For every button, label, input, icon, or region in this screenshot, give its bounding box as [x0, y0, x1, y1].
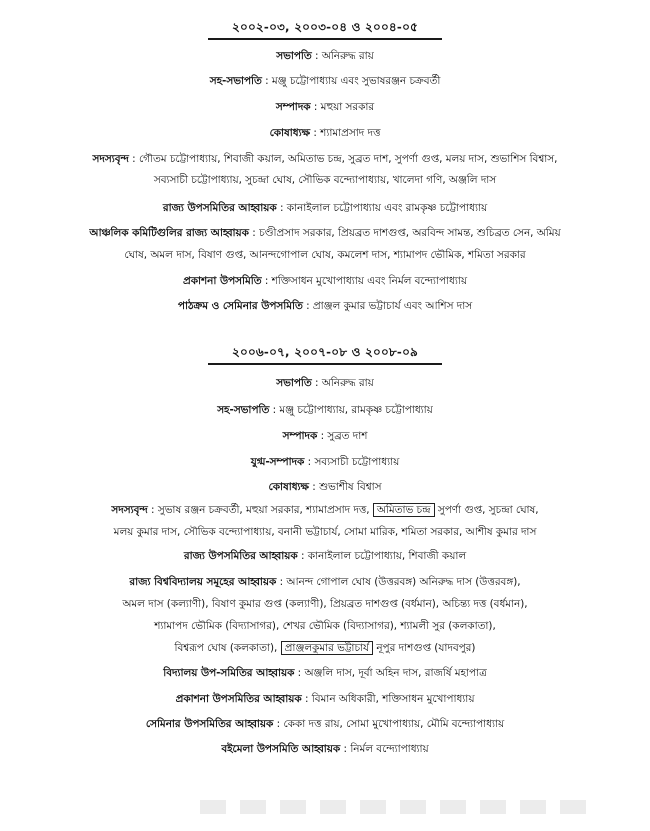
vice-president-label: সহ-সভাপতি: [217, 404, 270, 416]
treasurer-label: কোষাধ্যক্ষ: [268, 481, 309, 493]
vice-president-value: মঞ্জু চট্টোপাধ্যায় এবং সুভাষরঞ্জন চক্রবর্তী: [271, 75, 441, 87]
section1-years-heading: ২০০২-০৩, ২০০৩-০৪ ও ২০০৪-০৫: [232, 20, 418, 34]
publication-value: বিমান অধিকারী, শক্তিসাধন মুখোপাধ্যায়: [311, 693, 475, 705]
section2-members-row: সদস্যবৃন্দ : সুভাষ রঞ্জন চক্রবর্তী, মহুয়া সরকার, শ্যামাপ্রসাদ দত্ত, অমিতাভ চন্দ্র সুপর্ণা গুপ্ত, সুচন্দ্রা ঘোষ,: [111, 504, 539, 516]
school-value: অঞ্জলি দাস, দূর্বা অহিন দাস, রাজর্ষি মহাপাত্র: [304, 667, 487, 679]
section2-heading-underline: [208, 363, 442, 365]
universities-line-1: আনন্দ গোপাল ঘোষ (উত্তরবঙ্গ) অনিরুদ্ধ দাস (উত্তরবঙ্গ),: [286, 576, 521, 588]
seminar-label: সেমিনার উপসমিতির আহ্বায়ক: [145, 718, 274, 730]
section2-state-subcommittee-row: রাজ্য উপসমিতির আহ্বায়ক : কানাইলাল চট্টোপাধ্যায়, শিবাজী কয়াল: [183, 550, 467, 562]
section1-state-subcommittee-row: রাজ্য উপসমিতির আহ্বায়ক : কানাইলাল চট্টোপাধ্যায় এবং রামকৃষ্ণ চট্টোপাধ্যায়: [162, 202, 488, 214]
universities-line-4-pre: বিশ্বরূপ ঘোষ (কলকাতা),: [174, 642, 278, 654]
universities-label: রাজ্য বিশ্ববিদ্যালয় সমূহের আহ্বায়ক: [129, 576, 277, 588]
regional-line-1: চণ্ডীপ্রসাদ সরকার, প্রিয়ব্রত দাশগুপ্ত, অরবিন্দ সামন্ত, শুচিব্রত সেন, অমিয়: [259, 227, 561, 239]
section2-vice-president-row: সহ-সভাপতি : মঞ্জু চট্টোপাধ্যায়, রামকৃষ্ণ চট্টোপাধ্যায়: [217, 404, 433, 416]
section2-treasurer-row: কোষাধ্যক্ষ : শুভাশীষ বিশ্বাস: [268, 481, 382, 493]
section1-regional-row: আঞ্চলিক কমিটিগুলির রাজ্য আহ্বায়ক : চণ্ডীপ্রসাদ সরকার, প্রিয়ব্রত দাশগুপ্ত, অরবিন্দ সামন্ত, শুচিব্রত সেন, অমিয়: [89, 227, 561, 239]
publication-value: শক্তিসাধন মুখোপাধ্যায় এবং নির্মল বন্দ্যোপাধ্যায়: [271, 275, 467, 287]
section1-publication-row: প্রকাশনা উপসমিতি : শক্তিসাধন মুখোপাধ্যায় এবং নির্মল বন্দ্যোপাধ্যায়: [182, 275, 467, 287]
editor-value: সুব্রত দাশ: [327, 430, 368, 442]
editor-label: সম্পাদক: [282, 430, 318, 442]
section2-editor-row: সম্পাদক : সুব্রত দাশ: [282, 430, 368, 442]
section1-treasurer-row: কোষাধ্যক্ষ : শ্যামাপ্রসাদ দত্ত: [269, 127, 381, 139]
vice-president-value: মঞ্জু চট্টোপাধ্যায়, রামকৃষ্ণ চট্টোপাধ্যায়: [279, 404, 433, 416]
treasurer-value: শুভাশীষ বিশ্বাস: [319, 481, 382, 493]
president-value: অনিরুদ্ধ রায়: [321, 377, 374, 389]
joint-editor-label: যুগ্ম-সম্পাদক: [250, 456, 305, 468]
section1-editor-row: সম্পাদক : মহুয়া সরকার: [275, 101, 375, 113]
state-subcommittee-value: কানাইলাল চট্টোপাধ্যায় এবং রামকৃষ্ণ চট্টোপাধ্যায়: [286, 202, 488, 214]
section1-members-line-2: সব্যসাচী চট্টোপাধ্যায়, সুচন্দ্রা ঘোষ, সৌভিক বন্দ্যোপাধ্যায়, খালেদা গণি, অঞ্জলি দাস: [153, 174, 497, 186]
section1-heading-underline: [208, 38, 442, 40]
school-label: বিদ্যালয় উপ-সমিতির আহ্বায়ক: [163, 667, 295, 679]
section2-publication-row: প্রকাশনা উপসমিতির আহ্বায়ক : বিমান অধিকারী, শক্তিসাধন মুখোপাধ্যায়: [175, 693, 475, 705]
members-label: সদস্যবৃন্দ: [92, 153, 129, 165]
editor-label: সম্পাদক: [275, 101, 311, 113]
members-line-1-pre: সুভাষ রঞ্জন চক্রবর্তী, মহুয়া সরকার, শ্যামাপ্রসাদ দত্ত,: [157, 504, 370, 516]
section2-universities-row: রাজ্য বিশ্ববিদ্যালয় সমূহের আহ্বায়ক : আনন্দ গোপাল ঘোষ (উত্তরবঙ্গ) অনিরুদ্ধ দাস (উত্তরবঙ্গ),: [129, 576, 521, 588]
universities-line-4-post: নূপুর দাশগুপ্ত (যাদবপুর): [376, 642, 476, 654]
members-label: সদস্যবৃন্দ: [111, 504, 148, 516]
section2-universities-line-2: অমল দাস (কল্যাণী), বিষাণ কুমার গুপ্ত (কল্যাণী), প্রিয়ব্রত দাশগুপ্ত (বর্ধমান), অচিন্ত্য দত্ত (বর্ধমান),: [122, 598, 528, 610]
boxed-name-amitabh: অমিতাভ চন্দ্র: [373, 503, 435, 517]
president-value: অনিরুদ্ধ রায়: [321, 50, 374, 62]
section1-regional-line-2: ঘোষ, অমল দাস, বিষাণ গুপ্ত, আনন্দগোপাল ঘোষ, কমলেশ দাস, শ্যামাপদ ভৌমিক, শমিতা সরকার: [124, 249, 526, 261]
members-line-1-post: সুপর্ণা গুপ্ত, সুচন্দ্রা ঘোষ,: [437, 504, 539, 516]
publication-label: প্রকাশনা উপসমিতি: [182, 275, 262, 287]
section2-joint-editor-row: যুগ্ম-সম্পাদক : সব্যসাচী চট্টোপাধ্যায়: [250, 456, 400, 468]
section1-vice-president-row: সহ-সভাপতি : মঞ্জু চট্টোপাধ্যায় এবং সুভাষরঞ্জন চক্রবর্তী: [209, 75, 441, 87]
syllabus-label: পাঠক্রম ও সেমিনার উপসমিতি: [177, 300, 303, 312]
section2-bookfair-row: বইমেলা উপসমিতি আহ্বায়ক : নির্মল বন্দ্যোপাধ্যায়: [221, 743, 429, 755]
section2-president-row: সভাপতি : অনিরুদ্ধ রায়: [276, 377, 374, 389]
syllabus-value: প্রাঞ্জল কুমার ভট্টাচার্য এবং আশিস দাস: [312, 300, 473, 312]
state-subcommittee-label: রাজ্য উপসমিতির আহ্বায়ক: [183, 550, 298, 562]
publication-label: প্রকাশনা উপসমিতির আহ্বায়ক: [175, 693, 302, 705]
section2-school-row: বিদ্যালয় উপ-সমিতির আহ্বায়ক : অঞ্জলি দাস, দূর্বা অহিন দাস, রাজর্ষি মহাপাত্র: [163, 667, 487, 679]
treasurer-value: শ্যামাপ্রসাদ দত্ত: [320, 127, 381, 139]
president-label: সভাপতি: [276, 377, 312, 389]
section2-seminar-row: সেমিনার উপসমিতির আহ্বায়ক : কেকা দত্ত রায়, সোমা মুখোপাধ্যায়, মৌমি বন্দ্যোপাধ্যায়: [145, 718, 505, 730]
section2-universities-line-4: [8, 641, 642, 655]
bookfair-label: বইমেলা উপসমিতি আহ্বায়ক: [221, 743, 341, 755]
section1-syllabus-row: পাঠক্রম ও সেমিনার উপসমিতি : প্রাঞ্জল কুমার ভট্টাচার্য এবং আশিস দাস: [177, 300, 473, 312]
bleed-through-texture: [200, 800, 590, 814]
joint-editor-value: সব্যসাচী চট্টোপাধ্যায়: [314, 456, 400, 468]
section2-years-heading: ২০০৬-০৭, ২০০৭-০৮ ও ২০০৮-০৯: [232, 345, 418, 359]
state-subcommittee-label: রাজ্য উপসমিতির আহ্বায়ক: [162, 202, 277, 214]
members-line-1: গৌতম চট্টোপাধ্যায়, শিবাজী কয়াল, অমিতাভ চন্দ্র, সুব্রত দাশ, সুপর্ণা গুপ্ত, মলয় দাস, শুভাশিস বিশ্বাস,: [138, 153, 558, 165]
bookfair-value: নির্মল বন্দ্যোপাধ্যায়: [350, 743, 429, 755]
boxed-name-pranjal: প্রাঞ্জলকুমার ভট্টাচার্য: [281, 641, 373, 655]
vice-president-label: সহ-সভাপতি: [209, 75, 262, 87]
president-label: সভাপতি: [276, 50, 312, 62]
regional-label: আঞ্চলিক কমিটিগুলির রাজ্য আহ্বায়ক: [89, 227, 249, 239]
section2-members-line-2: মলয় কুমার দাস, সৌভিক বন্দ্যোপাধ্যায়, বনানী ভট্টাচার্য, সোমা মারিক, শমিতা সরকার, আশীষ কুমার দাস: [113, 526, 537, 538]
seminar-value: কেকা দত্ত রায়, সোমা মুখোপাধ্যায়, মৌমি বন্দ্যোপাধ্যায়: [283, 718, 505, 730]
section1-members-row: সদস্যবৃন্দ : গৌতম চট্টোপাধ্যায়, শিবাজী কয়াল, অমিতাভ চন্দ্র, সুব্রত দাশ, সুপর্ণা গুপ্ত, মলয় দাস, শুভাশিস বিশ্বাস,: [92, 153, 558, 165]
editor-value: মহুয়া সরকার: [320, 101, 375, 113]
section2-universities-line-3: শ্যামাপদ ভৌমিক (বিদ্যাসাগর), শেখর ভৌমিক (বিদ্যাসাগর), শ্যামলী সুর (কলকাতা),: [154, 620, 496, 632]
section1-president-row: সভাপতি : অনিরুদ্ধ রায়: [276, 50, 374, 62]
state-subcommittee-value: কানাইলাল চট্টোপাধ্যায়, শিবাজী কয়াল: [307, 550, 467, 562]
treasurer-label: কোষাধ্যক্ষ: [269, 127, 311, 139]
